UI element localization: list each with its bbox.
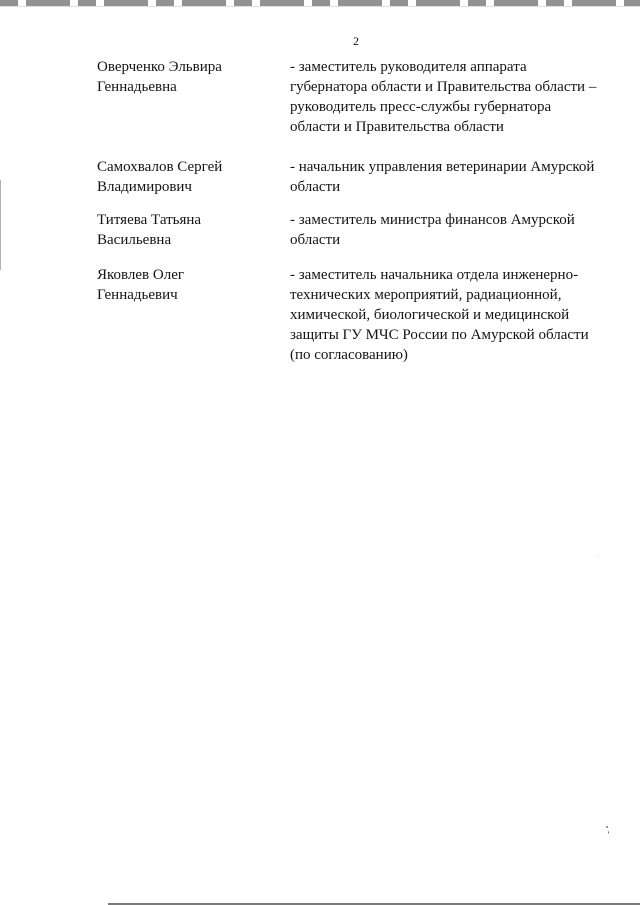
entry-name: Оверченко Эльвира Геннадьевна <box>97 59 222 95</box>
entry-position: - заместитель начальника отдела инженерно- технических мероприятий, радиационной, химической, биологической и медицинской защиты ГУ МЧС России по Амурской области (по согласованию) <box>290 267 589 363</box>
scan-speck <box>597 556 598 557</box>
entry-position: - заместитель руководителя аппарата губернатора области и Правительства области – руководитель пресс-службы губернатора области и Правительства области <box>290 59 597 135</box>
scan-speck <box>608 831 609 834</box>
scan-edge-top <box>0 0 640 6</box>
entry-position: - начальник управления ветеринарии Амурской области <box>290 159 595 195</box>
entry-name: Самохвалов Сергей Владимирович <box>97 159 223 195</box>
scan-edge-left <box>0 180 1 270</box>
entry-name: Яковлев Олег Геннадьевич <box>97 267 185 303</box>
entry-position: - заместитель министра финансов Амурской области <box>290 212 575 248</box>
entry-name: Титяева Татьяна Васильевна <box>97 212 202 248</box>
page-number: 2 <box>353 34 359 48</box>
scan-speck <box>606 826 608 828</box>
